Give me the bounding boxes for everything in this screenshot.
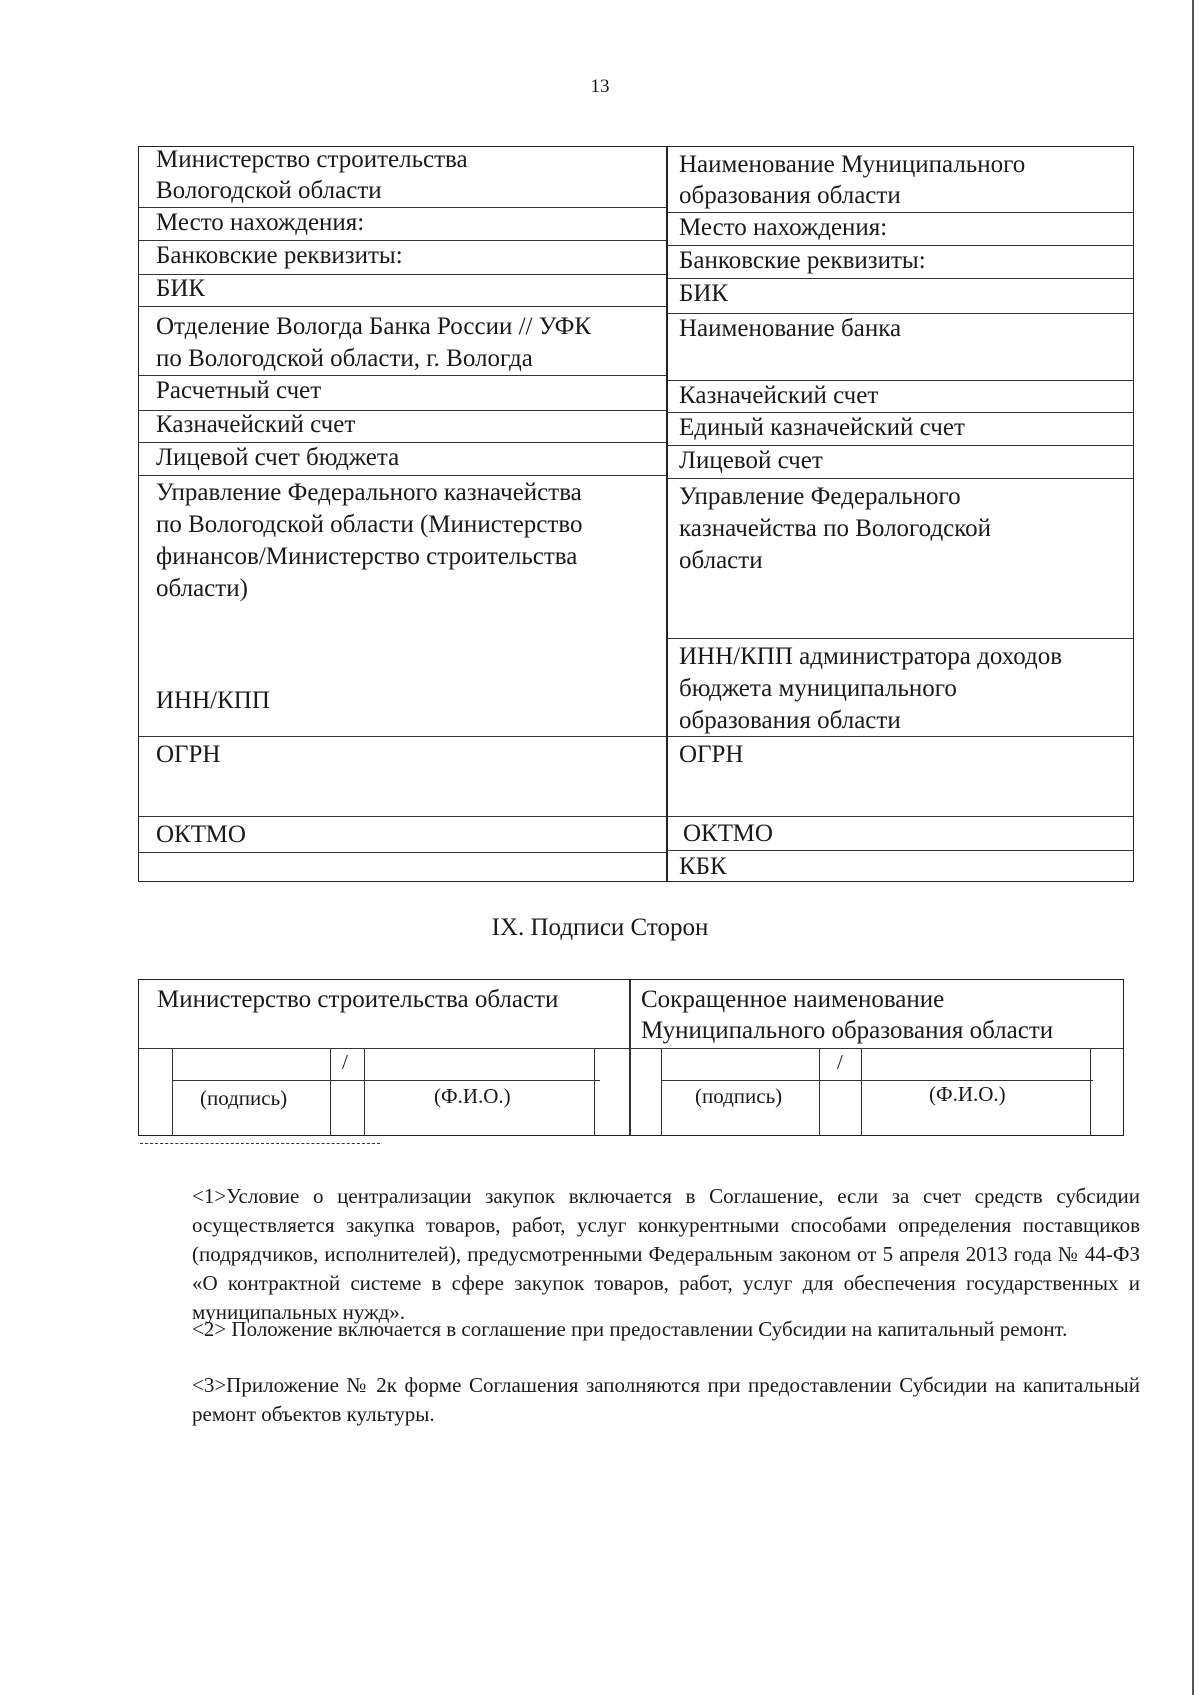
- right-org-name-line2: образования области: [679, 182, 901, 209]
- right-location: Место нахождения:: [679, 214, 888, 241]
- party-divider: [629, 980, 631, 1135]
- signature-caption-left: (подпись): [200, 1086, 288, 1110]
- slash-left: /: [342, 1050, 348, 1074]
- footnote-1: [140, 1182, 1140, 1327]
- left-location: Место нахождения:: [156, 209, 365, 236]
- row-divider: [667, 638, 1133, 639]
- cell-divider: [330, 1048, 331, 1135]
- left-bik: БИК: [156, 275, 206, 302]
- column-divider: [666, 147, 668, 881]
- right-party-header-line1: Сокращенное наименование: [641, 986, 945, 1013]
- left-bank-line1: Отделение Вологда Банка России // УФК: [156, 313, 591, 340]
- signature-line-left: [172, 1080, 600, 1081]
- signature-table: [138, 979, 1124, 1136]
- requisites-table: [138, 146, 1134, 882]
- page-number: 13: [590, 76, 610, 97]
- right-inn-line3: образования области: [679, 707, 901, 734]
- left-org-name-line2: Вологодской области: [156, 177, 382, 204]
- right-personal-account: Лицевой счет: [679, 447, 823, 474]
- left-oktmo: ОКТМО: [156, 821, 246, 848]
- right-party-header-line2: Муниципального образования области: [641, 1017, 1054, 1044]
- left-org-name-line1: Министерство строительства: [156, 146, 468, 173]
- right-bank-details: Банковские реквизиты:: [679, 247, 926, 274]
- footnote-1-text: <1>Условие о централизации закупок включается в Соглашение, если за счет средств субсидии осуществляется закупка товаров, работ, услуг конкурентными способами определения поставщиков (подрядчиков, исполнителей), предусмотренными Федеральным законом от 5 апреля 2013 года № 44-ФЗ «О контрактной системе в сфере закупок товаров, работ, услуг для обеспечения государственных и муниципальных нужд».: [192, 1184, 1140, 1324]
- left-budget-account: Лицевой счет бюджета: [156, 444, 400, 471]
- left-bank-line2: по Вологодской области, г. Вологда: [156, 345, 533, 372]
- right-ufk-line2: казначейства по Вологодской: [679, 515, 992, 542]
- section-title: IX. Подписи Сторон: [491, 914, 709, 941]
- left-ufk-line3: финансов/Министерство строительства: [156, 543, 578, 570]
- cell-divider: [861, 1048, 862, 1135]
- row-divider: [139, 736, 666, 737]
- row-divider: [667, 478, 1133, 479]
- right-single-treasury-account: Единый казначейский счет: [679, 414, 965, 441]
- left-party-header: Министерство строительства области: [157, 986, 559, 1013]
- right-ufk-line1: Управление Федерального: [679, 483, 961, 510]
- row-divider: [667, 850, 1133, 851]
- page-edge-line: [1192, 0, 1194, 1695]
- left-ogrn: ОГРН: [156, 741, 221, 768]
- row-divider: [667, 278, 1133, 279]
- right-org-name-line1: Наименование Муниципального: [679, 151, 1026, 178]
- left-ufk-line4: области): [156, 575, 248, 602]
- left-ufk-line2: по Вологодской области (Министерство: [156, 511, 583, 538]
- row-divider: [139, 306, 666, 307]
- cell-divider: [364, 1048, 365, 1135]
- footnote-3: [140, 1371, 1140, 1429]
- slash-right: /: [837, 1050, 843, 1074]
- right-inn-line1: ИНН/КПП администратора доходов: [679, 643, 1063, 670]
- name-caption-right: (Ф.И.О.): [929, 1082, 1006, 1106]
- right-inn-line2: бюджета муниципального: [679, 675, 957, 702]
- left-inn-kpp: ИНН/КПП: [156, 687, 270, 714]
- cell-divider: [661, 1048, 662, 1135]
- row-divider: [139, 274, 666, 275]
- cell-divider: [819, 1048, 820, 1135]
- cell-divider: [1090, 1048, 1091, 1135]
- name-caption-left: (Ф.И.О.): [434, 1084, 511, 1108]
- left-settlement-account: Расчетный счет: [156, 377, 322, 404]
- row-divider: [139, 852, 666, 853]
- header-divider: [139, 1048, 1123, 1049]
- left-treasury-account: Казначейский счет: [156, 411, 356, 438]
- cell-divider: [172, 1048, 173, 1135]
- signature-caption-right: (подпись): [695, 1084, 783, 1108]
- footnote-2-text: <2> Положение включается в соглашение при предоставлении Субсидии на капитальный ремонт.: [192, 1317, 1068, 1341]
- right-ufk-line3: области: [679, 547, 763, 574]
- footnote-separator: [140, 1143, 380, 1144]
- right-ogrn: ОГРН: [679, 741, 744, 768]
- signature-line-right: [661, 1080, 1093, 1081]
- left-bank-details: Банковские реквизиты:: [156, 242, 403, 269]
- right-oktmo: ОКТМО: [683, 820, 773, 847]
- left-ufk-line1: Управление Федерального казначейства: [156, 479, 582, 506]
- footnote-2: [140, 1315, 1140, 1344]
- row-divider: [139, 816, 666, 817]
- footnote-3-text: <3>Приложение № 2к форме Соглашения заполняются при предоставлении Субсидии на капитальный ремонт объектов культуры.: [192, 1373, 1140, 1426]
- cell-divider: [594, 1048, 595, 1135]
- right-bank-name: Наименование банка: [679, 315, 902, 342]
- right-bik: БИК: [679, 280, 729, 307]
- right-kbk: КБК: [679, 853, 727, 880]
- right-treasury-account: Казначейский счет: [679, 382, 879, 409]
